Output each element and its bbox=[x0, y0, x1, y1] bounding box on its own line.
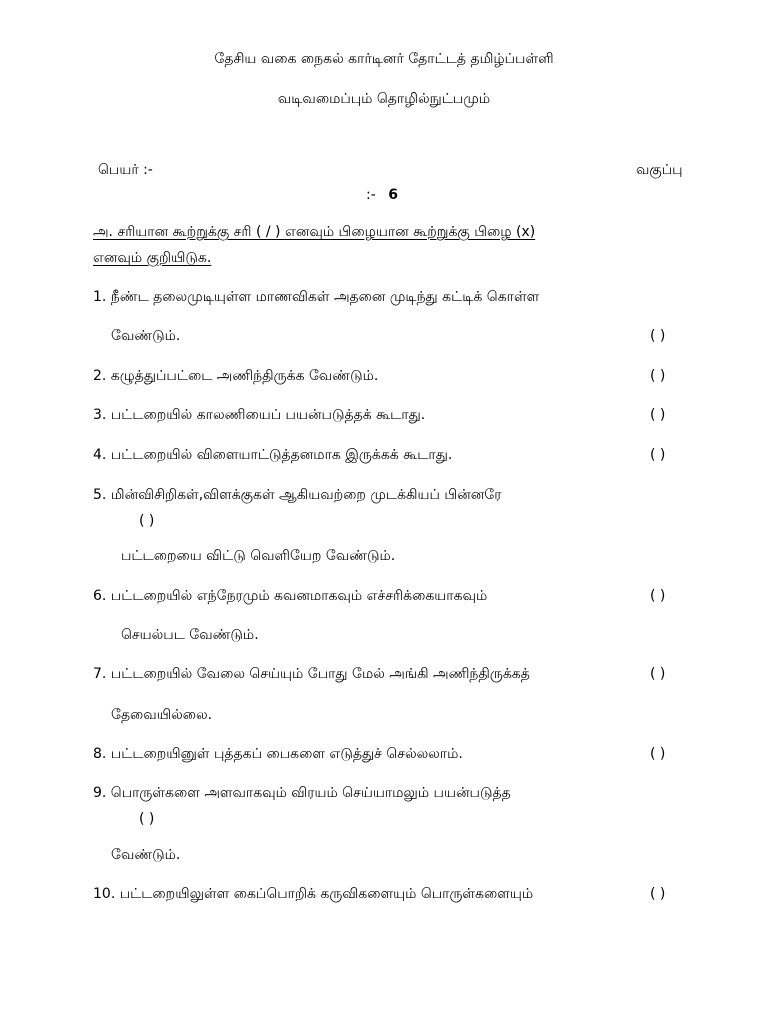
question-9: 9. பொருள்களை அளவாகவும் விரயம் செய்யாமலும் பயன்படுத்த bbox=[93, 785, 511, 801]
instruction-line-2: எனவும் குறியிடுக. bbox=[93, 250, 212, 266]
answer-box-7[interactable]: ( ) bbox=[650, 666, 666, 682]
class-field bbox=[366, 186, 398, 204]
question-3: 3. பட்டறையில் காலணியைப் பயன்படுத்தக் கூடாது. bbox=[93, 407, 426, 423]
question-5: 5. மின்விசிறிகள்,விளக்குகள் ஆகியவற்றை முடக்கியப் பின்னரே bbox=[93, 487, 502, 503]
answer-box-5[interactable]: ( ) bbox=[139, 513, 155, 529]
answer-box-2[interactable]: ( ) bbox=[650, 368, 666, 384]
question-6: 6. பட்டறையில் எந்நேரமும் கவனமாகவும் எச்சரிக்கையாகவும் bbox=[93, 588, 488, 604]
question-9-cont: வேண்டும். bbox=[111, 847, 181, 863]
question-7: 7. பட்டறையில் வேலை செய்யும் போது மேல் அங்கி அணிந்திருக்கத் bbox=[93, 666, 530, 682]
question-6-cont: செயல்பட வேண்டும். bbox=[121, 627, 259, 643]
class-label: வகுப்பு bbox=[636, 162, 683, 178]
question-1: 1. நீண்ட தலைமுடியுள்ள மாணவிகள் அதனை முடிந்து கட்டிக் கொள்ள bbox=[93, 289, 540, 305]
answer-box-6[interactable]: ( ) bbox=[650, 588, 666, 604]
school-title: தேசிய வகை நைகல் கார்டினர் தோட்டத் தமிழ்ப்பள்ளி bbox=[214, 51, 554, 67]
question-7-cont: தேவையில்லை. bbox=[111, 707, 213, 723]
question-2: 2. கழுத்துப்பட்டை அணிந்திருக்க வேண்டும். bbox=[93, 368, 379, 384]
answer-box-10[interactable]: ( ) bbox=[650, 886, 666, 902]
question-5-cont: பட்டறையை விட்டு வெளியேற வேண்டும். bbox=[121, 548, 396, 564]
question-4: 4. பட்டறையில் விளையாட்டுத்தனமாக இருக்கக் கூடாது. bbox=[93, 447, 453, 463]
question-1-cont: வேண்டும். bbox=[111, 328, 181, 344]
instruction-line-1: அ. சரியான கூற்றுக்கு சரி ( / ) எனவும் பிழையான கூற்றுக்கு பிழை (x) bbox=[93, 224, 536, 240]
subject-title: வடிவமைப்பும் தொழில்நுட்பமும் bbox=[277, 91, 491, 107]
answer-box-4[interactable]: ( ) bbox=[650, 447, 666, 463]
name-label: பெயர் :- bbox=[98, 162, 153, 178]
answer-box-1[interactable]: ( ) bbox=[650, 328, 666, 344]
question-8: 8. பட்டறையினுள் புத்தகப் பைகளை எடுத்துச் செல்லலாம். bbox=[93, 746, 463, 762]
class-separator: :- bbox=[366, 187, 376, 203]
answer-box-3[interactable]: ( ) bbox=[650, 407, 666, 423]
class-value: 6 bbox=[388, 187, 398, 203]
answer-box-8[interactable]: ( ) bbox=[650, 746, 666, 762]
question-10: 10. பட்டறையிலுள்ள கைப்பொறிக் கருவிகளையும் பொருள்களையும் bbox=[93, 886, 534, 902]
answer-box-9[interactable]: ( ) bbox=[139, 811, 155, 827]
